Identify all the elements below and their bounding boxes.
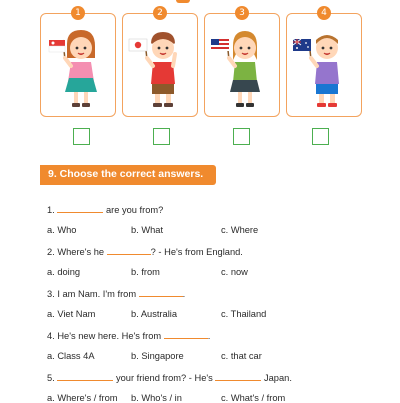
picture-cards [40,10,360,118]
question-text: . [207,331,211,341]
option-b[interactable]: b. from [131,267,160,277]
boy-australia-flag-illustration [289,22,359,114]
section-title: 9. Choose the correct answers. [48,168,204,180]
picture-card-4 [286,8,362,117]
option-b[interactable]: b. What [131,225,164,235]
top-accent [176,0,190,3]
card-number: 4 [317,6,331,20]
question-text: 3. I am Nam. I'm from [47,289,137,299]
question-text: Japan. [263,373,292,383]
answer-blank[interactable] [139,288,183,297]
card-number: 1 [71,6,85,20]
answer-blank[interactable] [57,204,103,213]
girl-usa-flag-illustration [207,22,277,114]
question-5 [47,372,292,383]
answer-blank[interactable] [164,330,208,339]
answer-blank[interactable] [107,246,151,255]
option-b[interactable]: b. Australia [131,309,177,319]
question-text: your friend from? - He's [115,373,213,383]
question-text: ? - He's from England. [150,247,243,257]
option-c[interactable]: c. What's / from [221,393,286,403]
question-text: . [182,289,186,299]
question-2 [47,246,243,257]
question-3 [47,288,185,299]
answer-checkbox-3[interactable] [233,128,250,145]
option-c[interactable]: c. Thailand [221,309,267,319]
answer-checkbox-4[interactable] [312,128,329,145]
question-1 [47,204,163,215]
option-c[interactable]: c. Where [221,225,259,235]
question-4 [47,330,210,341]
option-c[interactable]: c. that car [221,351,262,361]
answer-blank[interactable] [215,372,261,381]
question-text: 2. Where's he [47,247,105,257]
boy-japan-flag-illustration [125,22,195,114]
picture-card-1 [40,8,116,117]
option-c[interactable]: c. now [221,267,248,277]
card-number: 3 [235,6,249,20]
question-text: 1. [47,205,55,215]
section-title-banner [40,165,216,185]
picture-card-3 [204,8,280,117]
picture-card-2 [122,8,198,117]
option-a[interactable]: a. doing [47,267,81,277]
option-a[interactable]: a. Who [47,225,77,235]
option-b[interactable]: b. Who's / in [131,393,182,403]
answer-checkbox-1[interactable] [73,128,90,145]
question-text: 5. [47,373,55,383]
question-text: are you from? [105,205,164,215]
option-a[interactable]: a. Where's / from [47,393,118,403]
question-text: 4. He's new here. He's from [47,331,162,341]
answer-checkbox-2[interactable] [153,128,170,145]
option-a[interactable]: a. Class 4A [47,351,95,361]
card-number: 2 [153,6,167,20]
option-a[interactable]: a. Viet Nam [47,309,96,319]
girl-singapore-flag-illustration [43,22,113,114]
answer-blank[interactable] [57,372,113,381]
option-b[interactable]: b. Singapore [131,351,184,361]
